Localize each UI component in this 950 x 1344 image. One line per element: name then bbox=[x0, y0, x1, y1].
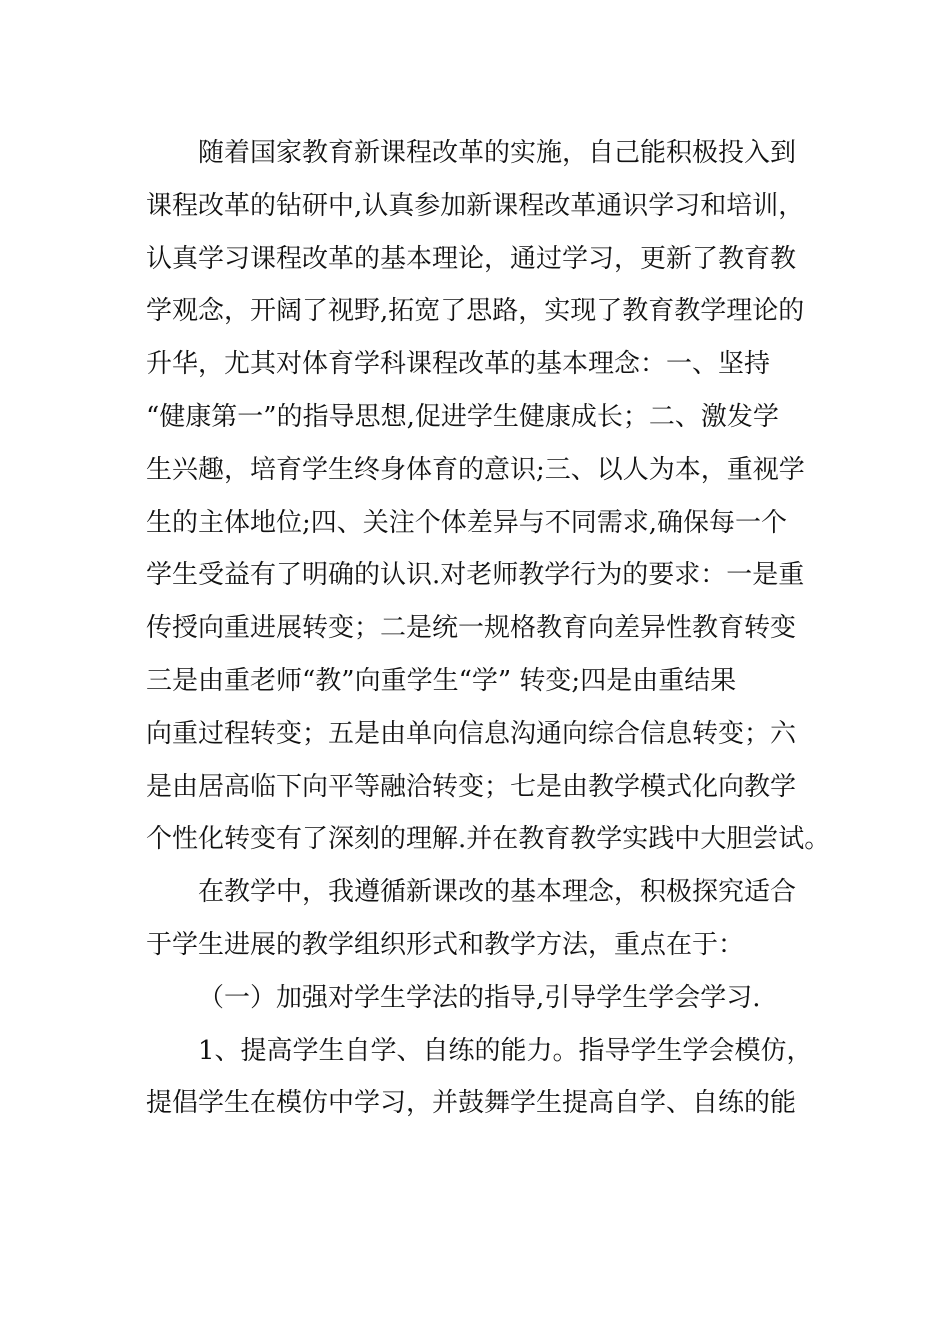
paragraph-line: 课程改革的钻研中,认真参加新课程改革通识学习和培训， bbox=[146, 190, 805, 221]
paragraph-line: 随着国家教育新课程改革的实施，自己能积极投入到 bbox=[198, 138, 797, 168]
paragraph-line: 认真学习课程改革的基本理论，通过学习，更新了教育教 bbox=[146, 243, 797, 274]
paragraph-line: 三是由重老师“教”向重学生“学” 转变;四是由重结果 bbox=[146, 665, 737, 696]
paragraph-line: 生的主体地位;四、关注个体差异与不同需求,确保每一个 bbox=[146, 507, 788, 538]
paragraph-line: 生兴趣，培育学生终身体育的意识;三、以人为本，重视学 bbox=[146, 454, 805, 485]
paragraph-line: 在教学中，我遵循新课改的基本理念，积极探究适合 bbox=[198, 877, 797, 908]
document-body bbox=[146, 127, 831, 1130]
paragraph-line: 学观念，开阔了视野,拓宽了思路，实现了教育教学理论的 bbox=[146, 296, 805, 327]
paragraph-line: 1、提高学生自学、自练的能力。指导学生学会模仿， bbox=[198, 1035, 813, 1066]
paragraph-line: 向重过程转变；五是由单向信息沟通向综合信息转变；六 bbox=[146, 718, 797, 749]
paragraph-line: 传授向重进展转变；二是统一规格教育向差异性教育转变 bbox=[146, 613, 797, 644]
paragraph-line: 提倡学生在模仿中学习，并鼓舞学生提高自学、自练的能 bbox=[146, 1088, 797, 1119]
paragraph-line: “健康第一”的指导思想,促进学生健康成长；二、激发学 bbox=[146, 401, 779, 432]
section-heading: （一）加强对学生学法的指导,引导学生学会学习. bbox=[198, 982, 761, 1013]
paragraph-line: 升华，尤其对体育学科课程改革的基本理念：一、坚持 bbox=[146, 349, 771, 380]
paragraph-line: 是由居高临下向平等融洽转变；七是由教学模式化向教学 bbox=[146, 771, 797, 802]
paragraph-line: 学生受益有了明确的认识.对老师教学行为的要求：一是重 bbox=[146, 560, 805, 591]
paragraph-line: 个性化转变有了深刻的理解.并在教育教学实践中大胆尝试。 bbox=[146, 824, 831, 855]
paragraph-line: 于学生进展的教学组织形式和教学方法，重点在于： bbox=[146, 929, 745, 960]
